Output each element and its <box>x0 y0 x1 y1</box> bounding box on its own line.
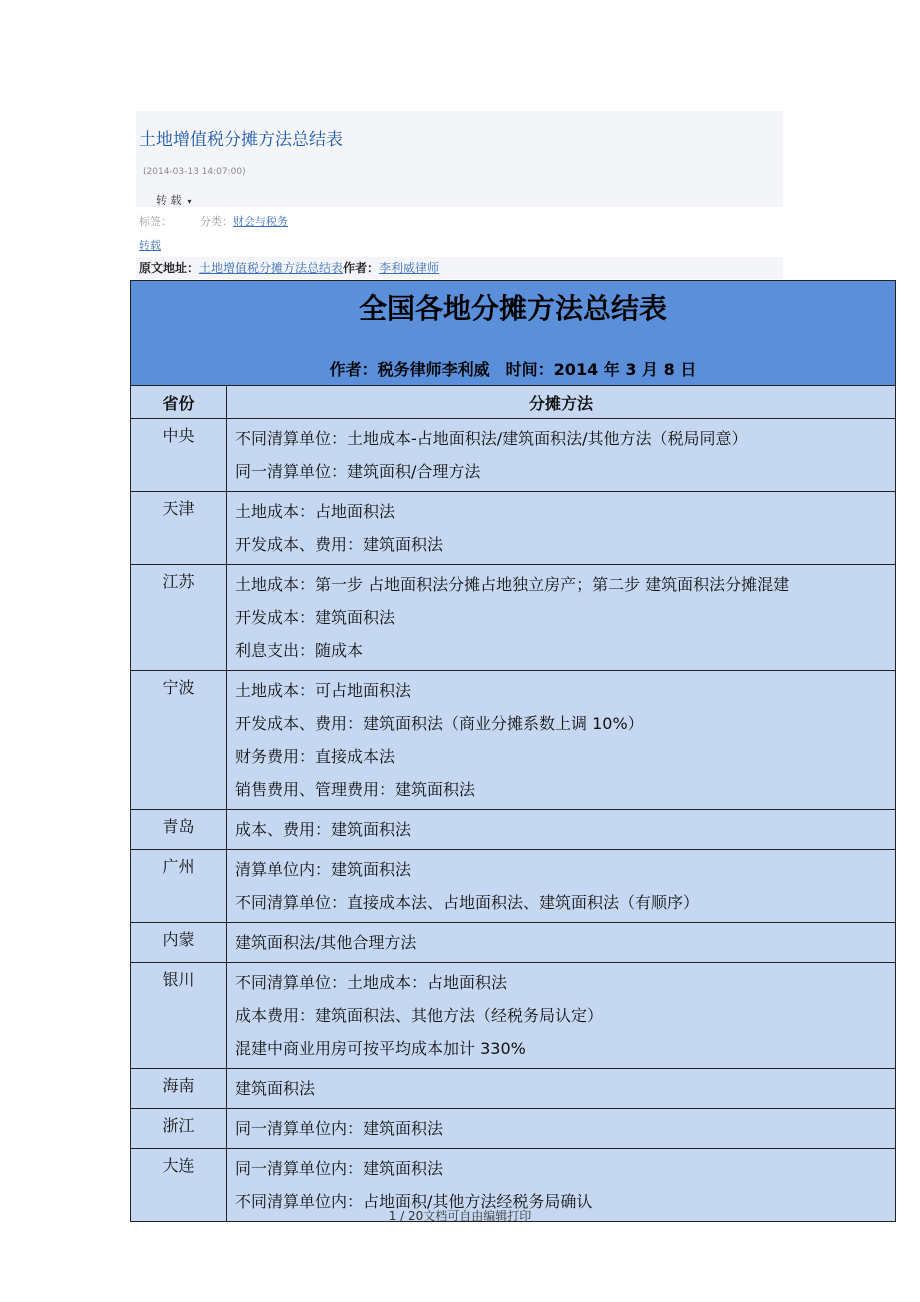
post-meta <box>139 213 288 229</box>
method-line: 成本、费用：建筑面积法 <box>235 820 412 839</box>
table-row <box>131 565 896 671</box>
method-cell <box>227 419 896 492</box>
table-row <box>131 1069 896 1109</box>
method-cell <box>227 810 896 850</box>
table-title: 全国各地分摊方法总结表 <box>358 292 667 325</box>
method-line: 销售费用、管理费用：建筑面积法 <box>235 780 476 799</box>
repost-menu-label: 转 载 <box>156 194 182 207</box>
table-body <box>131 419 896 1222</box>
source-label: 原文地址： <box>139 261 200 275</box>
method-line: 财务费用：直接成本法 <box>235 747 396 766</box>
province-cell: 广州 <box>131 850 227 923</box>
table-row <box>131 850 896 923</box>
table-row <box>131 923 896 963</box>
col-header-province: 省份 <box>131 386 227 419</box>
method-line: 不同清算单位内：占地面积/其他方法经税务局确认 <box>235 1192 593 1211</box>
province-cell: 江苏 <box>131 565 227 671</box>
method-line: 不同清算单位：土地成本-占地面积法/建筑面积法/其他方法（税局同意） <box>235 429 748 448</box>
method-cell <box>227 963 896 1069</box>
province-cell: 内蒙 <box>131 923 227 963</box>
category-label: 分类： <box>200 215 233 228</box>
method-line: 开发成本、费用：建筑面积法 <box>235 535 444 554</box>
method-line: 不同清算单位：直接成本法、占地面积法、建筑面积法（有顺序） <box>235 893 700 912</box>
province-cell: 中央 <box>131 419 227 492</box>
method-line: 清算单位内：建筑面积法 <box>235 860 412 879</box>
province-cell: 宁波 <box>131 671 227 810</box>
method-line: 土地成本：可占地面积法 <box>235 681 412 700</box>
post-date: (2014-03-13 14:07:00) <box>143 167 246 177</box>
method-cell <box>227 1069 896 1109</box>
author-link[interactable]: 李利威律师 <box>379 261 440 275</box>
table-row <box>131 492 896 565</box>
author-label: 作者： <box>343 261 380 275</box>
col-header-method: 分摊方法 <box>227 386 896 419</box>
post-header <box>136 111 783 207</box>
method-line: 土地成本：第一步 占地面积法分摊占地独立房产；第二步 建筑面积法分摊混建 <box>235 575 790 594</box>
method-cell <box>227 850 896 923</box>
category-link[interactable]: 财会与税务 <box>233 215 288 228</box>
province-cell: 青岛 <box>131 810 227 850</box>
province-cell: 大连 <box>131 1149 227 1222</box>
method-line: 同一清算单位：建筑面积/合理方法 <box>235 462 481 481</box>
source-link[interactable]: 土地增值税分摊方法总结表 <box>199 261 344 275</box>
province-cell: 天津 <box>131 492 227 565</box>
province-cell: 海南 <box>131 1069 227 1109</box>
page-footer: 1 / 20文档可自由编辑打印 <box>388 1209 532 1223</box>
method-cell <box>227 671 896 810</box>
table-row <box>131 419 896 492</box>
tags-label: 标签： <box>139 215 172 228</box>
method-line: 混建中商业用房可按平均成本加计 330% <box>235 1039 526 1058</box>
table-banner <box>131 281 896 386</box>
table-header-row <box>131 386 896 419</box>
repost-menu[interactable] <box>156 192 192 208</box>
method-line: 开发成本：建筑面积法 <box>235 608 396 627</box>
summary-table <box>130 280 896 1222</box>
method-line: 土地成本：占地面积法 <box>235 502 396 521</box>
province-cell: 银川 <box>131 963 227 1069</box>
repost-link[interactable]: 转载 <box>139 239 161 252</box>
method-cell <box>227 1109 896 1149</box>
province-cell: 浙江 <box>131 1109 227 1149</box>
table-row <box>131 1109 896 1149</box>
method-line: 不同清算单位：土地成本：占地面积法 <box>235 973 508 992</box>
post-title: 土地增值税分摊方法总结表 <box>139 130 343 150</box>
method-line: 成本费用：建筑面积法、其他方法（经税务局认定） <box>235 1006 604 1025</box>
table-row <box>131 963 896 1069</box>
chevron-down-icon: ▾ <box>187 197 192 206</box>
method-line: 开发成本、费用：建筑面积法（商业分摊系数上调 10%） <box>235 714 644 733</box>
table-row <box>131 810 896 850</box>
method-line: 建筑面积法 <box>235 1079 316 1098</box>
table-subtitle: 作者：税务律师李利威 时间：2014 年 3 月 8 日 <box>329 360 697 379</box>
method-cell <box>227 923 896 963</box>
method-cell <box>227 565 896 671</box>
method-line: 建筑面积法/其他合理方法 <box>235 933 417 952</box>
method-cell <box>227 492 896 565</box>
source-line <box>136 257 783 279</box>
method-line: 同一清算单位内：建筑面积法 <box>235 1159 444 1178</box>
method-line: 同一清算单位内：建筑面积法 <box>235 1119 444 1138</box>
method-line: 利息支出：随成本 <box>235 641 364 660</box>
table-row <box>131 671 896 810</box>
